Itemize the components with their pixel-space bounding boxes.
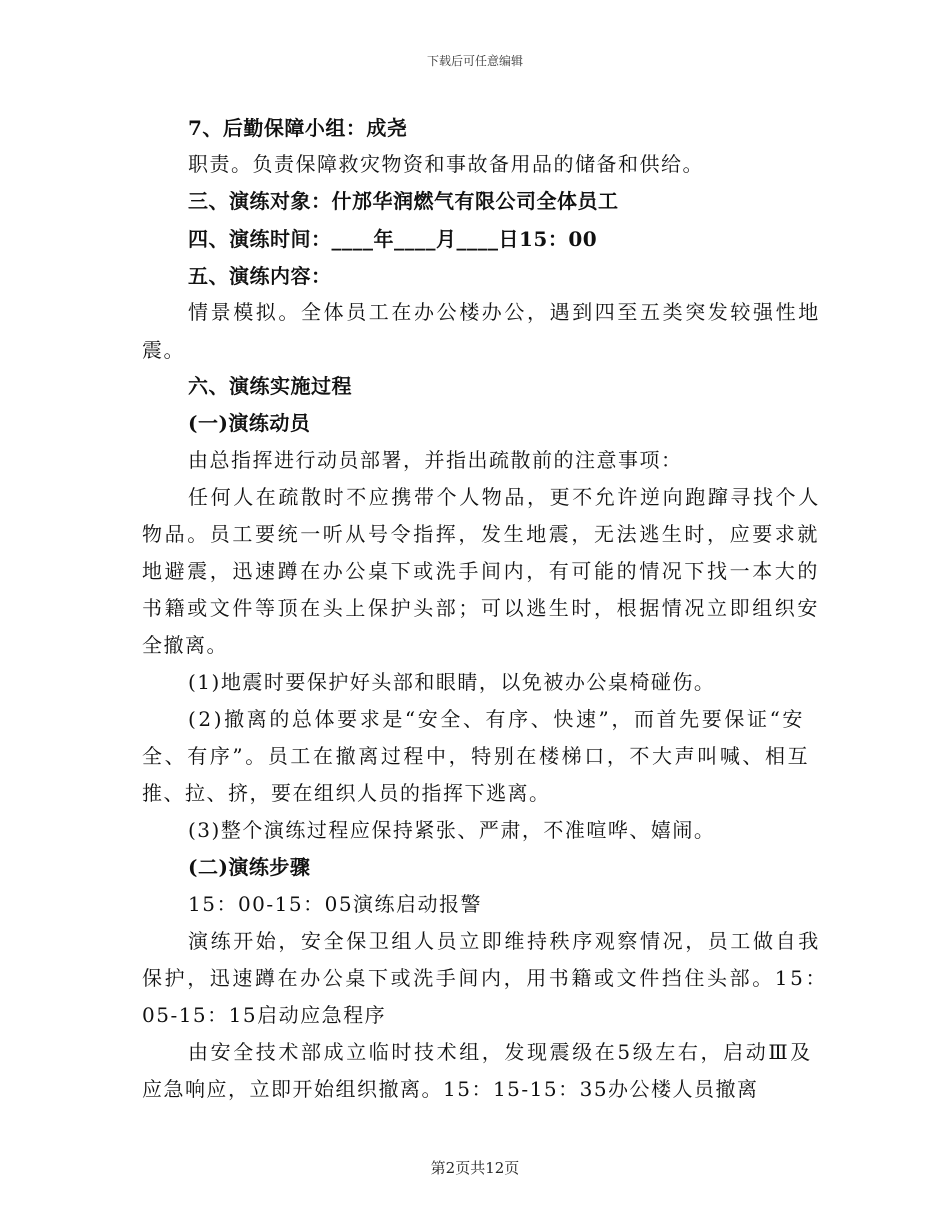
header-note: 下载后可任意编辑: [426, 54, 523, 68]
list-item: (1)地震时要保护好头部和眼睛，以免被办公桌椅碰伤。: [188, 670, 716, 694]
section-heading: 三、演练对象：什邡华润燃气有限公司全体员工: [188, 189, 619, 213]
text-line: 震。: [142, 338, 185, 362]
text-line: 05-15：15启动应急程序: [142, 1003, 387, 1027]
subsection-heading: (二)演练步骤: [188, 855, 311, 879]
text-line: 书籍或文件等顶在头上保护头部；可以逃生时，根据情况立即组织安: [142, 596, 820, 620]
text-line: 7、后勤保障小组：成尧: [188, 116, 408, 140]
text-line: 演练开始，安全保卫组人员立即维持秩序观察情况，员工做自我: [188, 929, 821, 953]
list-item: (2)撤离的总体要求是“安全、有序、快速”，而首先要保证“安: [188, 707, 806, 731]
subsection-heading: (一)演练动员: [188, 411, 311, 435]
section-heading: 五、演练内容：: [188, 264, 332, 288]
text-line: 全撤离。: [142, 633, 228, 657]
section-heading: 四、演练时间：____年____月____日15：00: [188, 227, 598, 251]
text-line: 推、拉、挤，要在组织人员的指挥下逃离。: [142, 781, 551, 805]
page-number: 第2页共12页: [430, 1159, 520, 1177]
text-line: 物品。员工要统一听从号令指挥，发生地震，无法逃生时，应要求就: [142, 522, 820, 546]
text-line: 应急响应，立即开始组织撤离。15：15-15：35办公楼人员撤离: [142, 1077, 759, 1101]
text-line: 由总指挥进行动员部署，并指出疏散前的注意事项：: [188, 448, 683, 472]
list-item: (3)整个演练过程应保持紧张、严肃，不准喧哗、嬉闹。: [188, 818, 716, 842]
text-line: 地避震，迅速蹲在办公桌下或洗手间内，有可能的情况下找一本大的: [142, 559, 820, 583]
text-line: 保护，迅速蹲在办公桌下或洗手间内，用书籍或文件挡住头部。15：: [142, 966, 829, 990]
text-line: 职责。负责保障救灾物资和事故备用品的储备和供给。: [188, 152, 704, 176]
text-line: 全、有序”。员工在撤离过程中，特别在楼梯口，不大声叫喊、相互: [142, 744, 811, 768]
section-heading: 六、演练实施过程: [188, 374, 352, 398]
text-line: 15：00-15：05演练启动报警: [188, 892, 483, 916]
text-line: 情景模拟。全体员工在办公楼办公，遇到四至五类突发较强性地: [188, 300, 821, 324]
text-line: 由安全技术部成立临时技术组，发现震级在5级左右，启动Ⅲ及: [188, 1040, 813, 1064]
text-line: 任何人在疏散时不应携带个人物品，更不允许逆向跑蹿寻找个人: [188, 485, 821, 509]
